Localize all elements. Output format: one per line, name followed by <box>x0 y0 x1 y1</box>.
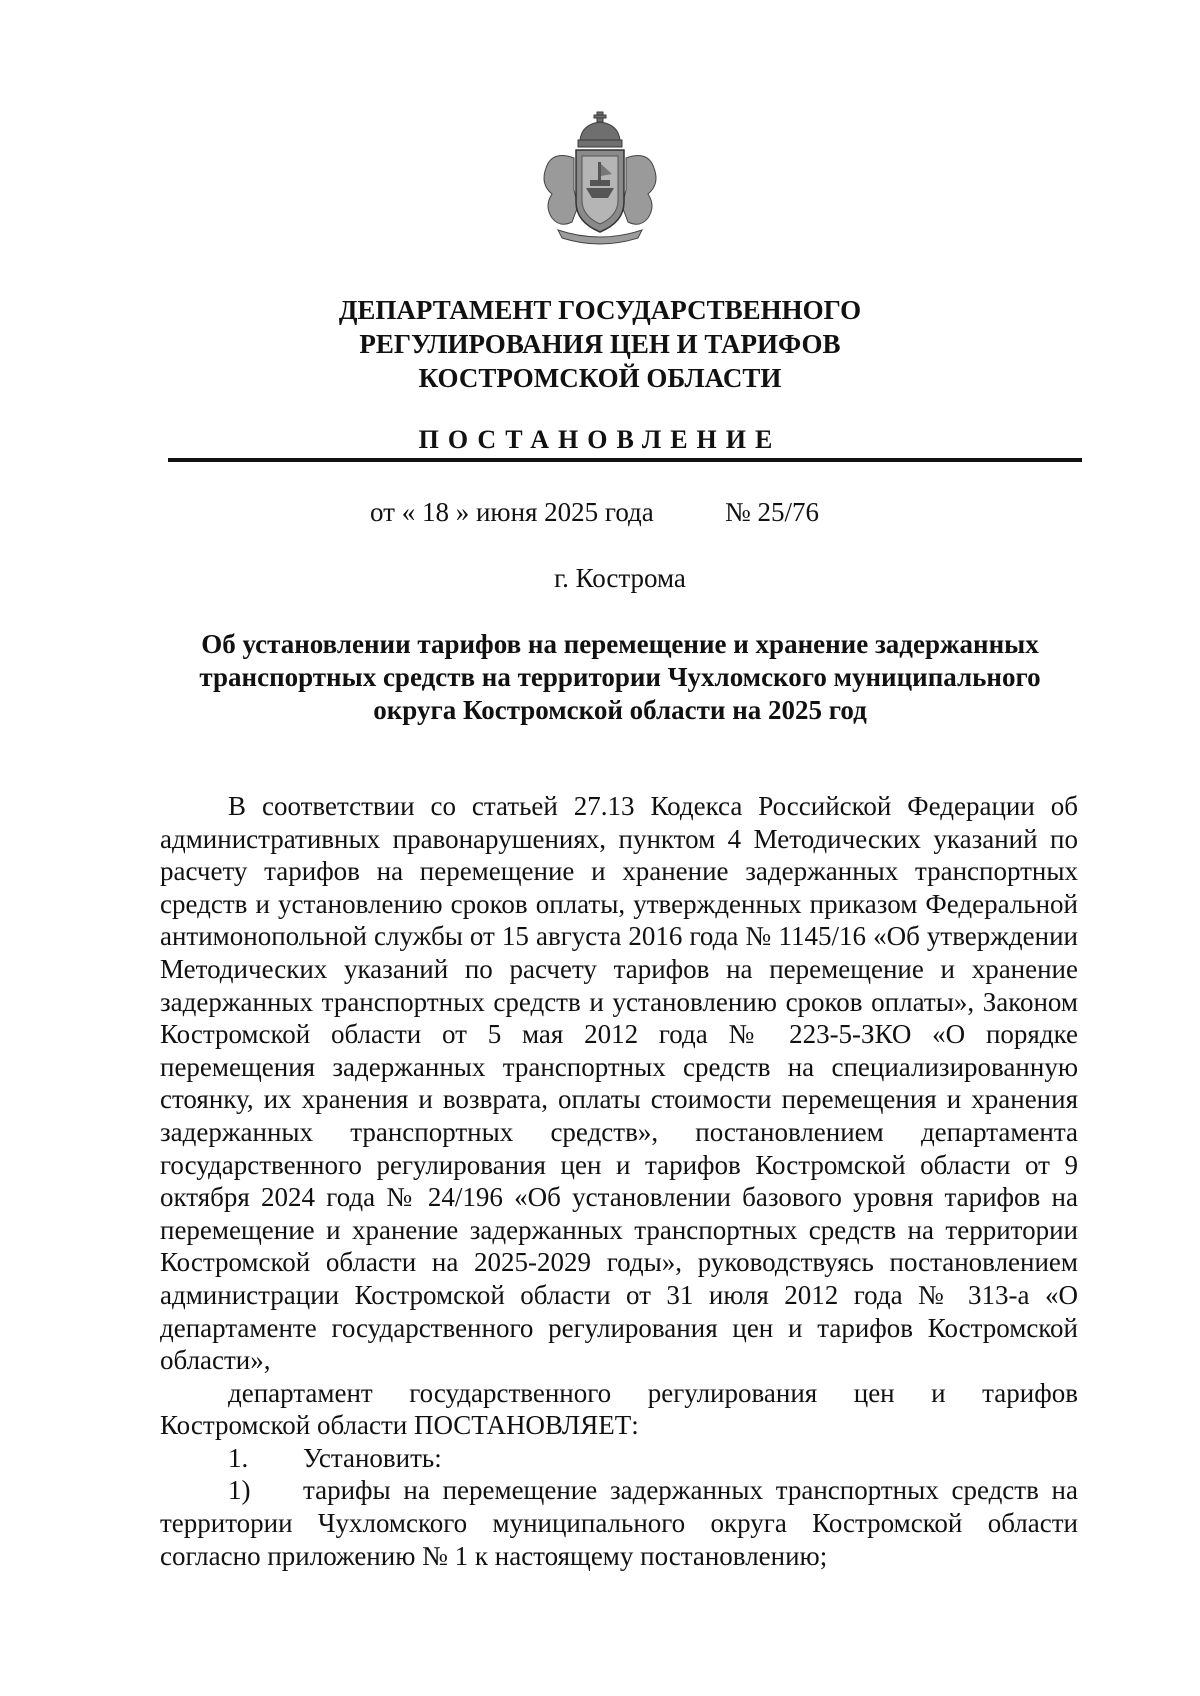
header-divider <box>168 458 1082 462</box>
org-line-3: КОСТРОМСКОЙ ОБЛАСТИ <box>418 363 782 393</box>
document-date: от « 18 » июня 2025 года <box>370 497 654 527</box>
list-item-marker: 1) <box>228 1475 251 1506</box>
resolution-paragraph: департамент государственного регулирования цен и тарифов Костромской области ПОСТАНОВЛЯЕТ: <box>160 1377 1078 1441</box>
subject-line-2: транспортных средств на территории Чухломского муниципального <box>199 662 1041 692</box>
document-type: ПОСТАНОВЛЕНИЕ <box>418 425 782 454</box>
coat-of-arms-icon <box>530 110 670 250</box>
list-item <box>160 1474 1078 1572</box>
subject-line-3: округа Костромской области на 2025 год <box>373 695 867 725</box>
org-line-1: ДЕПАРТАМЕНТ ГОСУДАРСТВЕННОГО <box>338 295 862 325</box>
list-item <box>160 1442 1078 1475</box>
subject-line-1: Об установлении тарифов на перемещение и хранение задержанных <box>201 629 1039 659</box>
organization-name <box>0 293 1200 395</box>
preamble-paragraph: В соответствии со статьей 27.13 Кодекса Российской Федерации об административных правонарушениях, пунктом 4 Методических указаний по расчету тарифов на перемещение и хранение задержанных транспортных средств и установлению сроков оплаты, утвержденных приказом Федеральной антимонопольной службы от 15 августа 2016 года № 1145/16 «Об утверждении Методических указаний по расчету тарифов на перемещение и хранение задержанных транспортных средств и установлению сроков оплаты», Законом Костромской области от 5 мая 2012 года № 223-5-ЗКО «О порядке перемещения задержанных транспортных средств на специализированную стоянку, их хранения и возврата, оплаты стоимости перемещения и хранения задержанных транспортных средств», постановлением департамента государственного регулирования цен и тарифов Костромской области от 9 октября 2024 года № 24/196 «Об установлении базового уровня тарифов на перемещение и хранение задержанных транспортных средств на территории Костромской области на 2025-2029 годы», руководствуясь постановлением администрации Костромской области от 31 июля 2012 года № 313-а «О департаменте государственного регулирования цен и тарифов Костромской области», <box>160 791 1078 1376</box>
document-city: г. Кострома <box>554 563 686 593</box>
document-body <box>160 790 1078 1572</box>
list-item-marker: 1. <box>228 1442 249 1473</box>
list-item-text: тарифы на перемещение задержанных транспортных средств на территории Чухломского муниципального округа Костромской области согласно приложению № 1 к настоящему постановлению; <box>160 1475 1078 1571</box>
list-item-text: Установить: <box>303 1442 442 1473</box>
document-number: № 25/76 <box>725 497 820 527</box>
org-line-2: РЕГУЛИРОВАНИЯ ЦЕН И ТАРИФОВ <box>359 329 841 359</box>
document-subject <box>150 628 1090 727</box>
